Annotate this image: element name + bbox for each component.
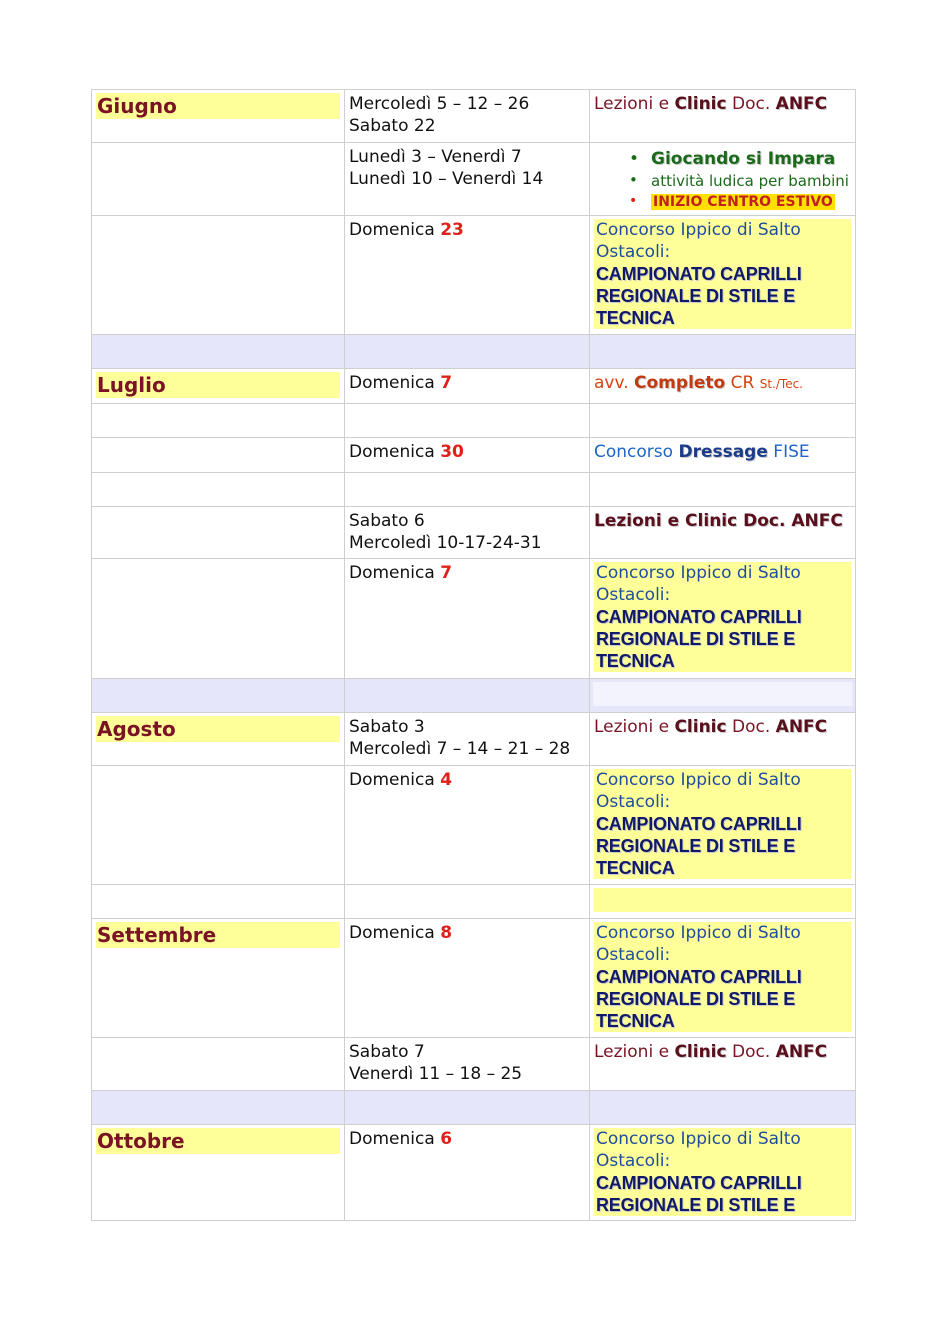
- month-label: Agosto: [96, 716, 340, 742]
- day-number: 8: [440, 923, 453, 943]
- month-label: Ottobre: [96, 1128, 340, 1154]
- event-text: Doc.: [726, 94, 776, 114]
- date-line: Sabato 6: [349, 511, 425, 531]
- day-name: Domenica: [349, 373, 435, 393]
- bullet-icon: •: [629, 193, 638, 209]
- date-line: Lunedì 10 – Venerdì 14: [349, 169, 544, 189]
- event-title: Concorso Ippico di Salto Ostacoli:: [596, 563, 801, 605]
- event-cell: [590, 766, 856, 885]
- event-highlight: [594, 562, 851, 672]
- bullet-list: [627, 148, 851, 211]
- date-cell: [345, 143, 590, 216]
- day-number: 7: [440, 373, 453, 393]
- event-text: Lezioni e: [594, 1042, 675, 1062]
- list-item: [629, 170, 851, 192]
- date-cell: [345, 1038, 590, 1091]
- date-line: Sabato 7: [349, 1042, 425, 1062]
- day-number: 23: [440, 220, 464, 240]
- month-cell: [92, 438, 345, 473]
- bullet-text: Giocando si Impara: [651, 149, 836, 169]
- event-title: Concorso Ippico di Salto Ostacoli:: [596, 923, 801, 965]
- month-cell: [92, 559, 345, 679]
- event-text: Clinic: [674, 1042, 727, 1062]
- event-subtitle: CAMPIONATO CAPRILLI REGIONALE DI STILE E TECNICA: [596, 607, 802, 671]
- event-text: Doc.: [726, 717, 776, 737]
- date-cell: [345, 507, 590, 559]
- date-cell: [345, 369, 590, 404]
- event-text: Lezioni e: [594, 94, 675, 114]
- month-cell: [92, 1125, 345, 1221]
- event-text: ANFC: [775, 1042, 828, 1062]
- list-item: [629, 192, 851, 211]
- event-text: Lezioni e Clinic Doc. ANFC: [594, 511, 843, 531]
- day-number: 6: [440, 1129, 453, 1149]
- bullet-text: attività ludica per bambini: [651, 172, 849, 190]
- day-name: Domenica: [349, 563, 435, 583]
- event-highlight: [594, 769, 851, 879]
- date-line: Mercoledì 5 – 12 – 26: [349, 94, 530, 114]
- date-line: Mercoledì 7 – 14 – 21 – 28: [349, 739, 571, 759]
- day-number: 30: [440, 442, 464, 462]
- month-cell: [92, 766, 345, 885]
- date-cell: [345, 216, 590, 335]
- separator-row: [92, 1091, 856, 1125]
- date-line: Sabato 22: [349, 116, 436, 136]
- date-cell: [345, 919, 590, 1038]
- table-row: [92, 885, 856, 919]
- month-label: Luglio: [96, 372, 340, 398]
- date-cell: [345, 559, 590, 679]
- date-line: Sabato 3: [349, 717, 425, 737]
- event-cell: [590, 216, 856, 335]
- day-number: 7: [440, 563, 453, 583]
- event-calendar-table: [91, 89, 856, 1221]
- event-text: ANFC: [775, 94, 828, 114]
- month-cell: [92, 507, 345, 559]
- table-row: [92, 1125, 856, 1221]
- list-item: [629, 148, 851, 170]
- separator-row: [92, 335, 856, 369]
- day-name: Domenica: [349, 442, 435, 462]
- day-name: Domenica: [349, 770, 435, 790]
- event-cell: [590, 1125, 856, 1221]
- event-text: FISE: [767, 442, 810, 462]
- event-title: Concorso Ippico di Salto Ostacoli:: [596, 770, 801, 812]
- event-subtitle: CAMPIONATO CAPRILLI REGIONALE DI STILE E TECNICA: [596, 264, 802, 328]
- bullet-icon: •: [629, 171, 638, 189]
- event-title: Concorso Ippico di Salto Ostacoli:: [596, 220, 801, 262]
- event-highlight: [594, 1128, 851, 1216]
- month-cell: [92, 1038, 345, 1091]
- event-text: Dressage: [678, 442, 768, 462]
- month-cell: [92, 369, 345, 404]
- date-cell: [345, 90, 590, 143]
- event-highlight: [594, 922, 851, 1032]
- event-text: Lezioni e: [594, 717, 675, 737]
- table-row: [92, 919, 856, 1038]
- status-badge: INIZIO CENTRO ESTIVO: [653, 194, 833, 210]
- date-cell: [345, 438, 590, 473]
- table-row: [92, 216, 856, 335]
- month-cell: [92, 90, 345, 143]
- table-row: [92, 713, 856, 766]
- event-cell: [590, 713, 856, 766]
- event-cell: [590, 1038, 856, 1091]
- bullet-icon: •: [629, 149, 640, 169]
- month-cell: [92, 713, 345, 766]
- day-name: Domenica: [349, 220, 435, 240]
- event-subtitle: CAMPIONATO CAPRILLI REGIONALE DI STILE E: [596, 1173, 802, 1215]
- month-cell: [92, 143, 345, 216]
- event-text: ANFC: [775, 717, 828, 737]
- event-highlight: [594, 219, 851, 329]
- event-cell: [590, 143, 856, 216]
- event-text: CR: [725, 373, 760, 393]
- event-subtitle: CAMPIONATO CAPRILLI REGIONALE DI STILE E TECNICA: [596, 967, 802, 1031]
- table-row: [92, 90, 856, 143]
- day-name: Domenica: [349, 923, 435, 943]
- day-number: 4: [440, 770, 453, 790]
- event-cell: [590, 369, 856, 404]
- month-cell: [92, 216, 345, 335]
- table-row: [92, 438, 856, 473]
- event-title: Concorso Ippico di Salto Ostacoli:: [596, 1129, 801, 1171]
- event-cell: [590, 559, 856, 679]
- table-row: [92, 369, 856, 404]
- event-text: avv.: [594, 373, 635, 393]
- event-text: Completo: [634, 373, 726, 393]
- month-label: Giugno: [96, 93, 340, 119]
- table-row: [92, 473, 856, 507]
- date-cell: [345, 766, 590, 885]
- event-text: St./Tec.: [759, 377, 803, 391]
- table-row: [92, 1038, 856, 1091]
- day-name: Domenica: [349, 1129, 435, 1149]
- table-row: [92, 507, 856, 559]
- event-cell: [590, 919, 856, 1038]
- event-text: Clinic: [674, 94, 727, 114]
- date-line: Lunedì 3 – Venerdì 7: [349, 147, 522, 167]
- month-cell: [92, 919, 345, 1038]
- event-cell: [590, 90, 856, 143]
- table-row: [92, 404, 856, 438]
- event-text: Doc.: [726, 1042, 776, 1062]
- table-row: [92, 766, 856, 885]
- month-label: Settembre: [96, 922, 340, 948]
- event-subtitle: CAMPIONATO CAPRILLI REGIONALE DI STILE E TECNICA: [596, 814, 802, 878]
- event-text: Clinic: [674, 717, 727, 737]
- date-line: Venerdì 11 – 18 – 25: [349, 1064, 523, 1084]
- date-line: Mercoledì 10-17-24-31: [349, 533, 542, 553]
- event-text: Concorso: [594, 442, 679, 462]
- table-row: [92, 143, 856, 216]
- date-cell: [345, 1125, 590, 1221]
- table-row: [92, 559, 856, 679]
- separator-row: [92, 679, 856, 713]
- date-cell: [345, 713, 590, 766]
- event-cell: [590, 438, 856, 473]
- event-cell: [590, 507, 856, 559]
